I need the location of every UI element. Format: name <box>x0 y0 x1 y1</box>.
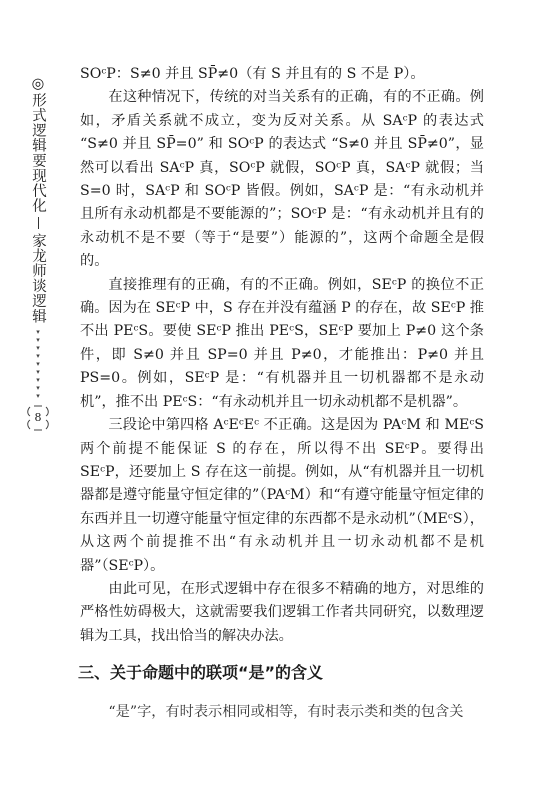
series-title: ◎形式逻辑要现代化 <box>30 76 46 214</box>
paragraph-1: SOᶜP：S≠0 并且 SP̄≠0（有 S 并且有的 S 不是 P）。 <box>80 66 425 82</box>
paragraph-6: “是”字，有时表示相同或相等，有时表示类和类的包含关 <box>108 704 464 721</box>
sidebar <box>26 76 50 432</box>
page-number-badge <box>26 404 50 432</box>
author-title: 家龙师谈逻辑 <box>30 233 46 325</box>
page-body <box>80 63 484 725</box>
page-number: 8 <box>34 411 42 425</box>
sidebar-divider <box>38 217 39 229</box>
paragraph-4: 三段论中第四格 AᶜEᶜEᶜ 不正确。这是因为 PAᶜM 和 MEᶜS 两个前提不能保证 S 的存在，所以得不出 SEᶜP。要得出 SEᶜP，还要加上 S 存在这一前提。例如，从“有机器并且一切机器都是遵守能量守恒定律的”（PAᶜM）和“有遵守能量守恒定律的东西并且一切遵守能量守恒定律的东西都不是永动机”（MEᶜS），从这两个前提推不出“有永动机并且一切永动机都不是机器”（SEᶜP）。 <box>80 417 484 574</box>
paragraph-5: 由此可见，在形式逻辑中存在很多不精确的地方，对思维的严格性妨碍极大，这就需要我们逻辑工作者共同研究，以数理逻辑为工具，找出恰当的解决办法。 <box>80 580 484 644</box>
section-heading: 三、关于命题中的联项“是”的含义 <box>78 663 324 683</box>
paragraph-2: 在这种情况下，传统的对当关系有的正确，有的不正确。例如，矛盾关系就不成立，变为反对关系。从 SAᶜP 的表达式 “S≠0 并且 SP̄=0” 和 SOᶜP 的表达式 “S≠0 并且 SP̄≠0”，显然可以看出 SAᶜP 真，SOᶜP 就假，SOᶜP 真，SAᶜP 就假；当 S=0 时，SAᶜP 和 SOᶜP 皆假。例如，SAᶜP 是：“有永动机并且所有永动机都是不要能源的”；SOᶜP 是：“有永动机并且有的永动机不是不要（等于“是要”）能源的”，这两个命题全是假的。 <box>80 89 484 270</box>
sidebar-ornament: ▾ ▾ ▾ ▾ ▾ ▾ ▾ ▾ ▾ <box>36 328 40 401</box>
paragraph-3: 直接推理有的正确，有的不正确。例如，SEᶜP 的换位不正确。因为在 SEᶜP 中，S 存在并没有蕴涵 P 的存在，故 SEᶜP 推不出 PEᶜS。要使 SEᶜP 推出 PEᶜS，SEᶜP 要加上 P≠0 这个条件，即 S≠0 并且 SP=0 并且 P≠0，才能推出：P≠0 并且 PS=0。例如，SEᶜP 是：“有机器并且一切机器都不是永动机”，推不出 PEᶜS：“有永动机并且一切永动机都不是机器”。 <box>80 276 484 410</box>
